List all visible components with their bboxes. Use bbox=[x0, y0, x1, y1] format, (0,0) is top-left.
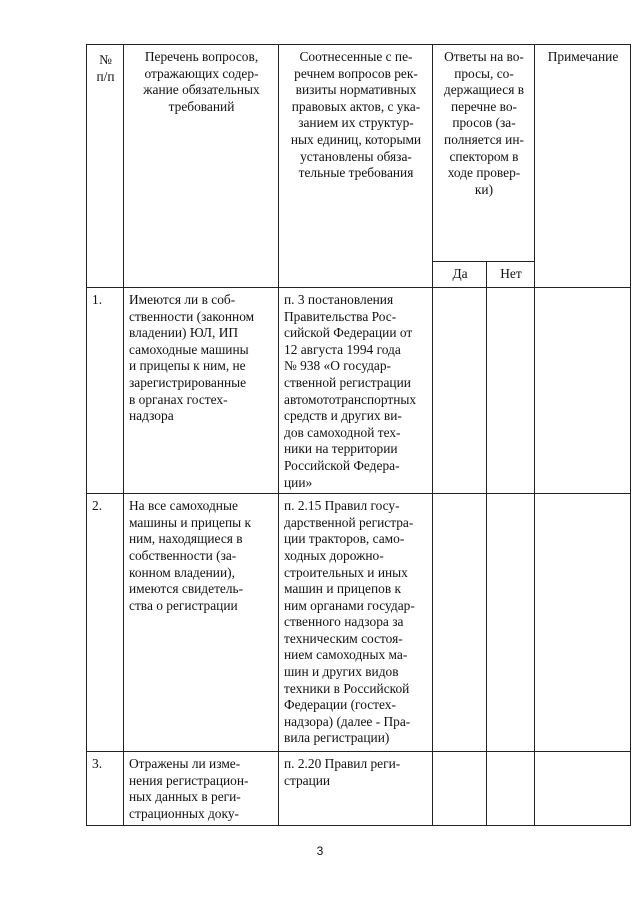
answer-yes-cell bbox=[433, 752, 487, 825]
table-row bbox=[87, 494, 631, 752]
answer-no-cell bbox=[487, 288, 535, 494]
row-number: 3. bbox=[87, 752, 124, 825]
note-cell bbox=[535, 494, 631, 752]
header-answers: Ответы на во- просы, со- держащиеся в перечне во- просов (за- полняется ин- спектором в ходе провер- ки) bbox=[433, 45, 535, 262]
row-question: Имеются ли в соб- ственности (законном владении) ЮЛ, ИП самоходные машины и прицепы к ним, не зарегистрированные в органах гостех- надзора bbox=[124, 288, 279, 494]
row-number: 2. bbox=[87, 494, 124, 752]
header-row bbox=[87, 45, 631, 262]
header-questions: Перечень вопросов, отражающих содер- жание обязательных требований bbox=[124, 45, 279, 288]
header-num: № п/п bbox=[87, 45, 124, 288]
table-row bbox=[87, 752, 631, 825]
row-question: На все самоходные машины и прицепы к ним, находящиеся в собственности (за- конном владении), имеются свидетель- ства о регистрации bbox=[124, 494, 279, 752]
note-cell bbox=[535, 288, 631, 494]
header-yes: Да bbox=[433, 262, 487, 288]
header-no: Нет bbox=[487, 262, 535, 288]
table-row bbox=[87, 288, 631, 494]
row-question: Отражены ли изме- нения регистрацион- ных данных в реги- страционных доку- bbox=[124, 752, 279, 825]
answer-yes-cell bbox=[433, 494, 487, 752]
row-reference: п. 2.20 Правил реги- страции bbox=[279, 752, 433, 825]
answer-no-cell bbox=[487, 494, 535, 752]
page-number: 3 bbox=[316, 844, 324, 858]
row-number: 1. bbox=[87, 288, 124, 494]
note-cell bbox=[535, 752, 631, 825]
checklist-table bbox=[86, 44, 631, 826]
answer-yes-cell bbox=[433, 288, 487, 494]
header-references: Соотнесенные с пе- речнем вопросов рек- визиты нормативных правовых актов, с ука- занием их структур- ных единиц, которыми установлены обяза- тельные требования bbox=[279, 45, 433, 288]
header-notes: Примечание bbox=[535, 45, 631, 288]
row-reference: п. 3 постановления Правительства Рос- сийской Федерации от 12 августа 1994 года № 938 «О государ- ственной регистрации автомототранспортных средств и других ви- дов самоходной тех- ники на территории Российской Федера- ции» bbox=[279, 288, 433, 494]
answer-no-cell bbox=[487, 752, 535, 825]
row-reference: п. 2.15 Правил госу- дарственной регистра- ции тракторов, само- ходных дорожно- строительных и иных машин и прицепов к ним органами государ- ственного надзора за техническим состоя- нием самоходных ма- шин и других видов техники в Российской Федерации (гостех- надзора) (далее - Пра- вила регистрации) bbox=[279, 494, 433, 752]
